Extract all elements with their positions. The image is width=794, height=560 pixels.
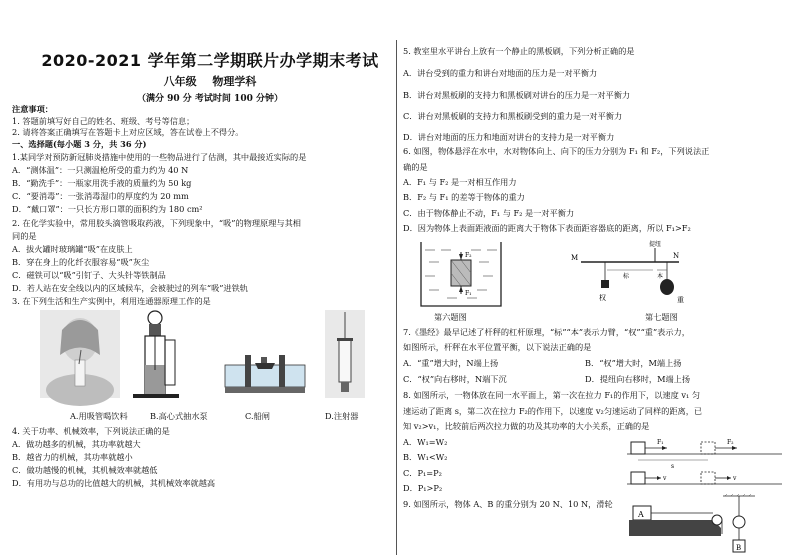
straw-drinking-image — [40, 310, 120, 406]
question-6-option-b: B．F₂ 与 F₁ 的差等于物体的重力 — [403, 192, 525, 202]
question-6-option-a: A．F₁ 与 F₂ 是一对相互作用力 — [403, 177, 517, 187]
question-5-stem: 5. 教室里水平讲台上放有一个静止的黑板刷，下列分析正确的是 — [403, 46, 635, 56]
fig8-label-f2: F₂ — [727, 439, 734, 446]
fig7-label-quan: 权 — [599, 294, 606, 302]
question-7-option-b: B．“权”增大时，M端上扬 — [585, 358, 682, 368]
question-2-option-c: C．磁铁可以“吸”引钉子、大头针等铁制品 — [12, 270, 166, 280]
fig6-label-f2: F₂ — [465, 252, 472, 259]
question-4-stem: 4. 关于功率、机械效率，下列说法正确的是 — [12, 426, 170, 436]
question-9-stem: 9. 如图所示，物体 A、B 的重分别为 20 N、10 N，滑轮 — [403, 499, 613, 509]
question-2-option-d: D．若人站在安全线以内的区域候车，会被驶过的列车“吸”进铁轨 — [12, 283, 248, 293]
question-3-stem: 3. 在下列生活和生产实例中，利用连通器原理工作的是 — [12, 296, 211, 306]
column-divider — [396, 40, 397, 555]
question-1-option-b: B．“勤洗手”：一瓶家用洗手液的质量约为 50 kg — [12, 178, 192, 188]
question-8-stem-cont2: 知 v₂>v₁，比较前后两次拉力做的功及其功率的大小关系，正确的是 — [403, 421, 650, 431]
question-1-option-a: A．“测体温”：一只测温枪所受的重力约为 40 N — [12, 165, 189, 175]
question-1-option-d: D．“戴口罩”：一只长方形口罩的面积约为 180 cm² — [12, 204, 203, 214]
question-7-option-c: C．“权”向右移时，N端下沉 — [403, 374, 507, 384]
question-4-option-d: D．有用功与总功的比值越大的机械，其机械效率就越高 — [12, 478, 216, 488]
question-8-stem-cont: 速运动了距离 s，第二次在拉力 F₂的作用下，以速度 v₂匀速运动了同样的距离，已 — [403, 406, 703, 416]
syringe-image — [325, 310, 365, 398]
question-1-stem: 1.某同学对预防新冠肺炎措施中使用的一些物品进行了估测，其中最接近实际的是 — [12, 152, 307, 162]
fig7-label-m: M — [571, 254, 579, 262]
subject-label: 物理学科 — [212, 75, 257, 88]
exam-subtitle — [35, 73, 385, 89]
figure-caption-d: D.注射器 — [325, 411, 359, 421]
fig9-label-b: B — [736, 544, 742, 552]
figure-caption-b: B.高心式抽水泵 — [150, 411, 208, 421]
question-7-option-d: D．提纽向右移时，M端上扬 — [585, 374, 691, 384]
question-5-option-a: A．讲台受到的重力和讲台对地面的压力是一对平衡力 — [403, 68, 598, 78]
grade-label: 八年级 — [163, 75, 197, 88]
question-5-option-b: B．讲台对黑板刷的支持力和黑板刷对讲台的压力是一对平衡力 — [403, 90, 631, 100]
question-2-stem: 2. 在化学实验中，常用胶头滴管吸取药液，下列现象中，“吸”的物理原理与其相 — [12, 218, 301, 228]
question-7-stem-cont: 如图所示，杆秤在水平位置平衡，以下说法正确的是 — [403, 342, 592, 352]
question-4-option-c: C．做功越慢的机械，其机械效率就越低 — [12, 465, 158, 475]
figure-8-block — [627, 434, 787, 494]
question-6-option-c: C．由于物体静止不动，F₁ 与 F₂ 是一对平衡力 — [403, 208, 575, 218]
fig8-label-v: v — [663, 475, 667, 482]
question-8-option-a: A．W₁=W₂ — [403, 437, 448, 447]
figure-7-caption: 第七题图 — [645, 312, 678, 322]
section-heading: 一、选择题(每小题 3 分，共 36 分) — [12, 139, 147, 149]
question-7-stem: 7.《墨经》最早记述了杆秤的杠杆原理，“标”“本”表示力臂，“权”“重”表示力， — [403, 327, 690, 337]
water-pump-image — [133, 311, 179, 398]
question-2-stem-cont: 同的是 — [12, 231, 37, 241]
fig7-label-ben: 本 — [657, 273, 664, 280]
figure-7-steelyard — [567, 240, 697, 310]
question-4-option-a: A．做功越多的机械，其功率就越大 — [12, 439, 141, 449]
question-2-option-a: A．拔火罐时玻璃罐“吸”在皮肤上 — [12, 244, 133, 254]
ship-lock-image — [225, 355, 305, 393]
fig8-label-s: s — [671, 463, 675, 470]
fig9-label-a: A — [638, 510, 644, 519]
figure-9-pulley — [629, 494, 789, 556]
question-3-figures — [40, 310, 390, 410]
notes-heading: 注意事项： — [12, 104, 53, 114]
fig7-label-zhong: 重 — [677, 296, 684, 304]
question-7-option-a: A．“重”增大时，N端上扬 — [403, 358, 499, 368]
question-5-option-c: C．讲台对黑板刷的支持力和黑板刷受到的重力是一对平衡力 — [403, 111, 623, 121]
fig7-label-tini: 提纽 — [649, 241, 662, 248]
question-8-option-c: C．P₁=P₂ — [403, 468, 442, 478]
fig8-label-v2: v — [733, 475, 737, 482]
fig7-label-n: N — [673, 252, 680, 260]
question-1-option-c: C．“要消毒”：一张消毒湿巾的厚度约为 20 mm — [12, 191, 189, 201]
exam-title: 2020-2021 学年第二学期联片办学期末考试 — [41, 51, 379, 70]
question-8-option-b: B．W₁<W₂ — [403, 452, 448, 462]
fig8-label-f1: F₁ — [657, 439, 664, 446]
question-6-option-d: D．因为物体上表面距液面的距离大于物体下表面距容器底的距离，所以 F₁>F₂ — [403, 223, 691, 233]
fig6-label-f1: F₁ — [465, 290, 472, 297]
question-8-stem: 8. 如图所示，一物体放在同一水平面上，第一次在拉力 F₁的作用下，以速度 v₁ 匀 — [403, 390, 701, 400]
question-8-option-d: D．P₁>P₂ — [403, 483, 443, 493]
question-6-stem: 6. 如图，物体悬浮在水中，水对物体向上、向下的压力分别为 F₁ 和 F₂，下列说法正 — [403, 146, 710, 156]
figure-caption-c: C.船闸 — [245, 411, 270, 421]
question-5-option-d: D．讲台对地面的压力和地面对讲台的支持力是一对平衡力 — [403, 132, 615, 142]
note-item: 1. 答题前填写好自己的姓名、班级、考号等信息； — [12, 116, 195, 126]
fig7-label-biao: 标 — [623, 273, 630, 280]
score-line: （满分 90 分 考试时间 100 分钟） — [137, 94, 283, 104]
figure-6-beaker — [417, 240, 507, 310]
question-2-option-b: B．穿在身上的化纤衣服容易“吸”灰尘 — [12, 257, 150, 267]
note-item: 2. 请将答案正确填写在答题卡上对应区域，答在试卷上不得分。 — [12, 127, 244, 137]
question-4-option-b: B．越省力的机械，其功率就越小 — [12, 452, 133, 462]
figure-caption-a: A.用吸管喝饮料 — [70, 411, 128, 421]
figure-6-caption: 第六题图 — [434, 312, 467, 322]
question-6-stem-cont: 确的是 — [403, 162, 428, 172]
